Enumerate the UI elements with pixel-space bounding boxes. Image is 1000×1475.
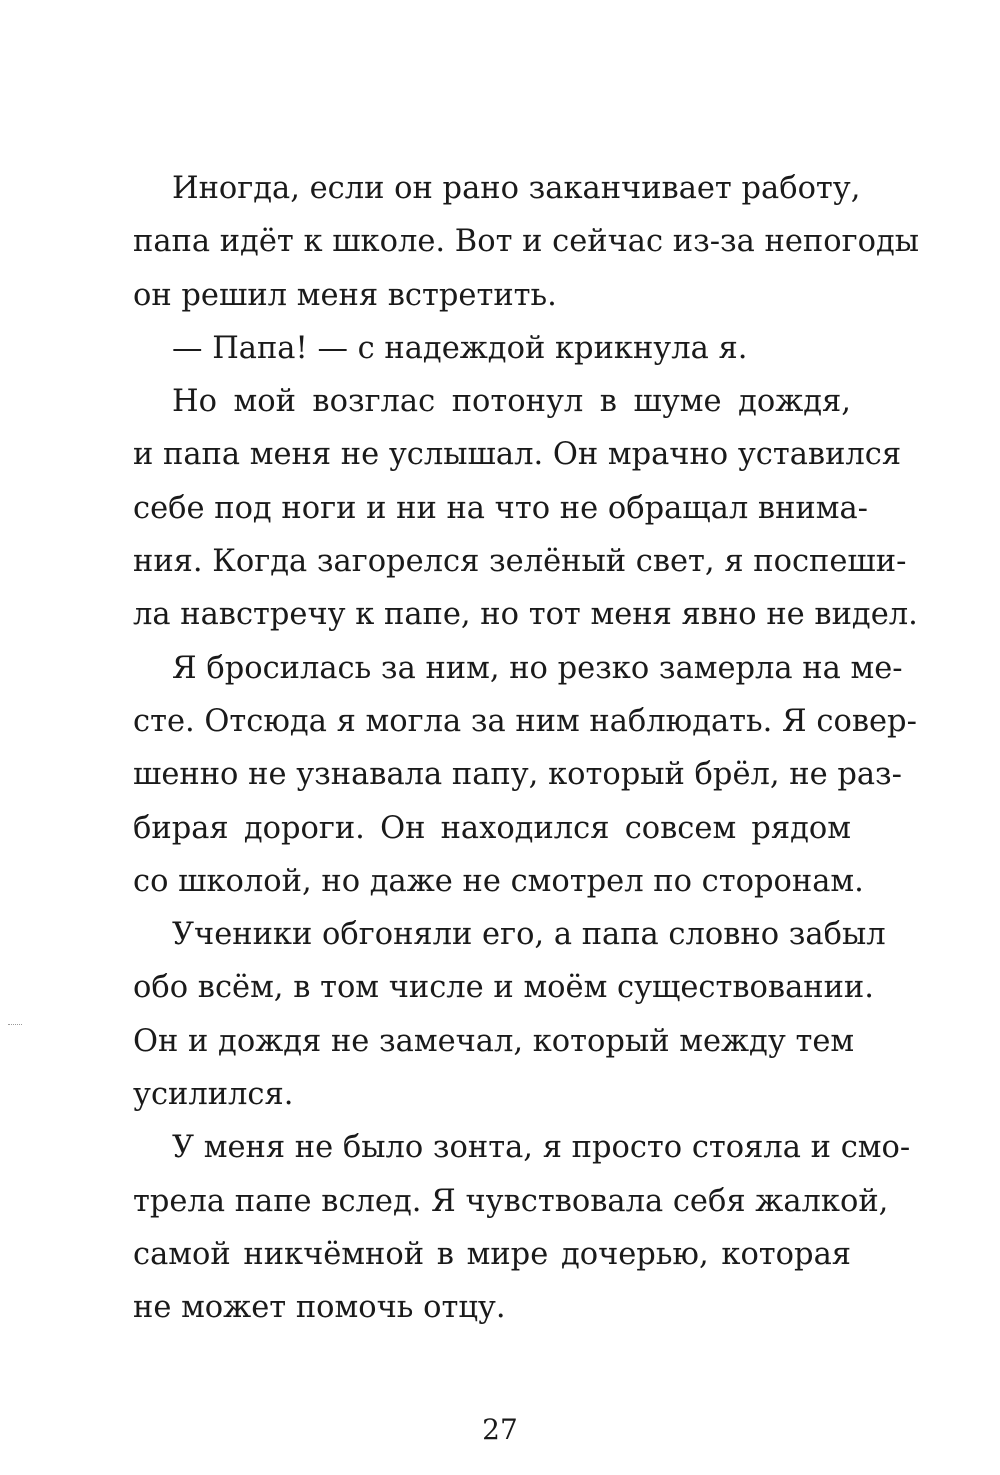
text-line: шенно не узнавала папу, который брёл, не раз- xyxy=(133,757,902,793)
text-line: Я бросилась за ним, но резко замерла на ме- xyxy=(172,650,903,686)
text-line: самой никчёмной в мире дочерью, которая xyxy=(133,1236,851,1272)
text-line: не может помочь отцу. xyxy=(133,1290,506,1326)
text-line: усилился. xyxy=(133,1077,294,1113)
text-line: и папа меня не услышал. Он мрачно уставился xyxy=(133,437,902,473)
text-line: себе под ноги и ни на что не обращал внима- xyxy=(133,490,868,526)
scan-artifact xyxy=(8,1024,22,1027)
text-line: Иногда, если он рано заканчивает работу, xyxy=(172,171,861,206)
text-line: он решил меня встретить. xyxy=(133,277,557,313)
text-line: Ученики обгоняли его, а папа словно забыл xyxy=(172,917,886,953)
text-line: ла навстречу к папе, но тот меня явно не видел. xyxy=(133,597,918,633)
text-line: сте. Отсюда я могла за ним наблюдать. Я совер- xyxy=(133,703,917,739)
text-line: со школой, но даже не смотрел по сторонам. xyxy=(133,863,864,899)
page-number: 27 xyxy=(482,1413,518,1446)
text-line: — Папа! — с надеждой крикнула я. xyxy=(172,330,748,366)
text-line: Он и дождя не замечал, который между тем xyxy=(133,1023,855,1059)
text-line: обо всём, в том числе и моём существовании. xyxy=(133,970,874,1006)
body-text xyxy=(133,162,920,1335)
text-line: трела папе вслед. Я чувствовала себя жалкой, xyxy=(133,1183,889,1219)
text-line: бирая дороги. Он находился совсем рядом xyxy=(133,810,851,846)
text-line: У меня не было зонта, я просто стояла и смо- xyxy=(172,1130,911,1166)
text-line: папа идёт к школе. Вот и сейчас из-за непогоды xyxy=(133,224,920,260)
text-line: ния. Когда загорелся зелёный свет, я поспеши- xyxy=(133,544,907,580)
text-line: Но мой возглас потонул в шуме дождя, xyxy=(172,384,851,420)
